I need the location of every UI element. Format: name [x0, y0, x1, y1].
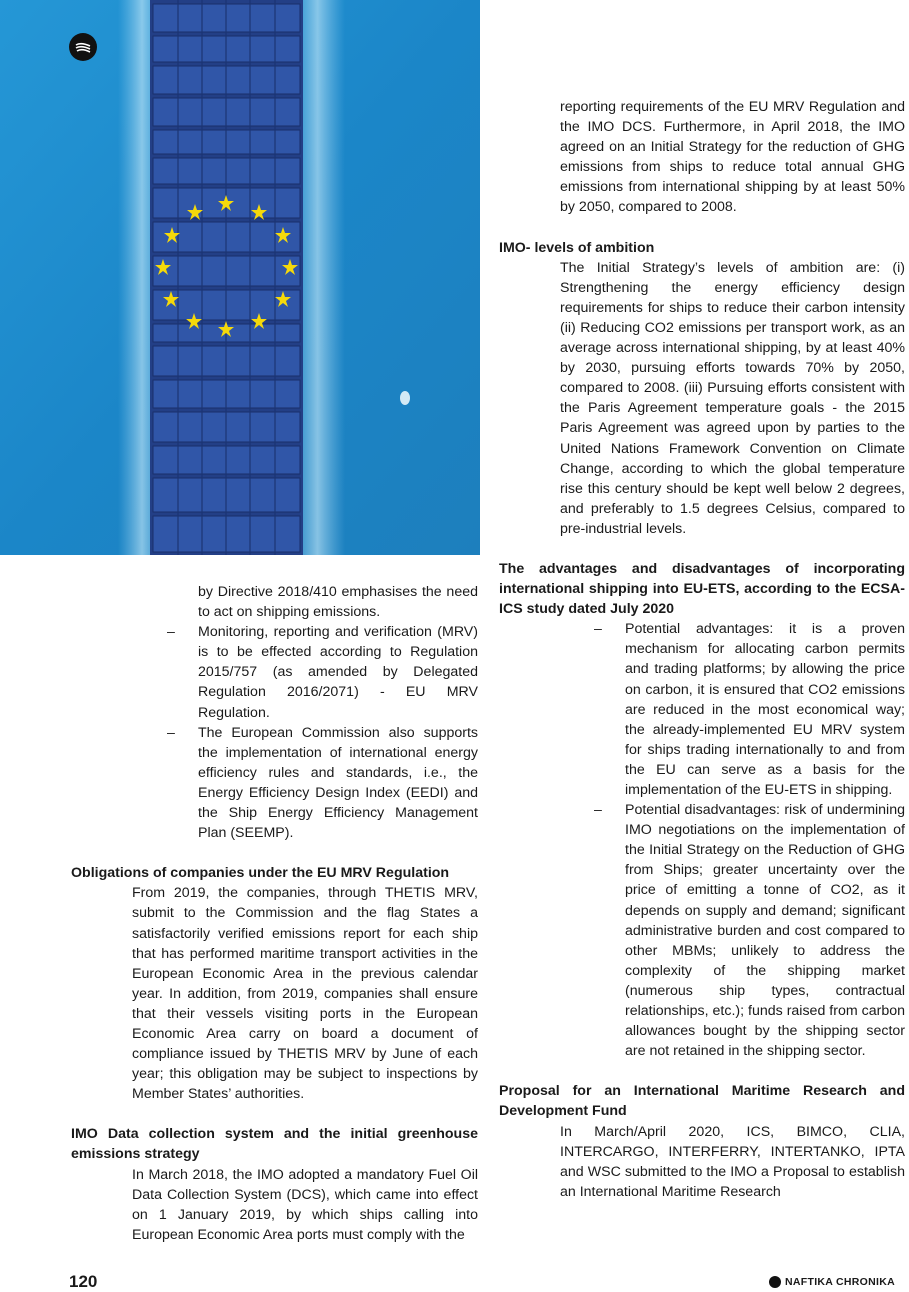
- wave-logo-icon: [69, 33, 97, 61]
- list-item: [594, 619, 905, 800]
- proposal-body: In March/April 2020, ICS, BIMCO, CLIA, INTERCARGO, INTERFERRY, INTERTANKO, IPTA and WSC submitted to the IMO a Proposal to establish an International Maritime Research: [560, 1123, 905, 1200]
- page-number: 120: [69, 1272, 98, 1291]
- right-intro-text: reporting requirements of the EU MRV Regulation and the IMO DCS. Furthermore, in April 2018, the IMO agreed on an Initial Strategy for the reduction of GHG emissions from ships to reduce total annual GHG emissions from international shipping by at least 50% by 2050, compared to 2008.: [560, 99, 905, 216]
- bullet-dash: –: [594, 621, 602, 638]
- right-column: [499, 97, 905, 1202]
- left-column: [71, 582, 478, 1245]
- ambition-body: The Initial Strategy’s levels of ambition are: (i) Strengthening the energy efficiency design requirements for ships to reduce their carbon intensity (ii) Reducing CO2 emissions per transport work, as an average across international shipping, by at least 40% by 2030, pursuing efforts towards 70% by 2050, compared to 2008. (iii) Pursuing efforts consistent with the Paris Agreement temperature goals - the 2015 Paris Agreement was agreed upon by parties to the United Nations Framework Convention on Climate Change, according to which the global temperature rise this century should be kept well below 2 degrees, and preferably to 1.5 degrees Celsius, compared to pre-industrial levels.: [560, 259, 905, 537]
- obligations-body: From 2019, the companies, through THETIS MRV, submit to the Commission and the flag States a satisfactorily verified emissions report for each ship that has performed maritime transport activities in the European Economic Area in the previous calendar year. In addition, from 2019, companies shall ensure that their vessels visiting ports in the European Economic Area carry on board a document of compliance issued by THETIS MRV by June of each year; this obligation may be subject to inspections by Member States’ authorities.: [132, 885, 478, 1103]
- heading-imo-data-collection: IMO Data collection system and the initial greenhouse emissions strategy: [71, 1126, 478, 1163]
- heading-proposal: Proposal for an International Maritime Research and Development Fund: [499, 1083, 905, 1120]
- advantages-list: [499, 619, 905, 1061]
- bullet-dash: –: [167, 624, 175, 641]
- heading-obligations: Obligations of companies under the EU MRV Regulation: [71, 865, 450, 882]
- left-intro-text: by Directive 2018/410 emphasises the need to act on shipping emissions.: [198, 584, 478, 621]
- footer-brand: [769, 1276, 895, 1288]
- list-item: [594, 800, 905, 1061]
- imo-data-body: In March 2018, the IMO adopted a mandatory Fuel Oil Data Collection System (DCS), which came into effect on 1 January 2019, by which ships calling into European Economic Area ports must comply with the: [132, 1166, 478, 1243]
- magazine-logo-badge: [69, 33, 97, 61]
- heading-advantages: The advantages and disadvantages of incorporating international shipping into EU-ETS, according to the ECSA-ICS study dated July 2020: [499, 560, 905, 618]
- bullet-text: Potential advantages: it is a proven mechanism for allocating carbon permits and trading platforms; by allowing the price on carbon, it is ensured that CO2 emissions are reduced in the most economical way; the already-implemented EU MRV system for ships trading internationally to and from the EU can serve as a basis for the implementation of the EU-ETS in shipping.: [625, 621, 905, 798]
- ship-illustration: [0, 0, 480, 555]
- bullet-dash: –: [594, 802, 602, 819]
- bullet-text: The European Commission also supports the implementation of international energy efficiency rules and standards, i.e., the Energy Efficiency Design Index (EEDI) and the Ship Energy Efficiency Management Plan (SEEMP).: [198, 724, 478, 842]
- brand-logo-icon: [769, 1276, 781, 1288]
- bullet-text: Potential disadvantages: risk of undermining IMO negotiations on the implementation of the Initial Strategy on the Reduction of GHG from Ships; greater uncertainty over the price of emitting a tonne of CO2, as it depends on supply and demand; significant administrative burden and cost compared to other MBMs; unlikely to address the complexity of the shipping market (numerous ship types, contractual relationships, etc.); funds raised from carbon allowances bought by the shipping sector are not retained in the shipping sector.: [625, 802, 905, 1060]
- left-bullet-list: [71, 622, 478, 843]
- cover-photo-eu-container-ship: [0, 0, 480, 555]
- brand-name: NAFTIKA CHRONIKA: [785, 1276, 895, 1288]
- bullet-text: Monitoring, reporting and verification (MRV) is to be effected according to Regulation 2015/757 (as amended by Delegated Regulation 2016/2071) - EU MRV Regulation.: [198, 624, 478, 721]
- heading-imo-ambition: IMO- levels of ambition: [499, 239, 655, 256]
- list-item: [167, 622, 478, 722]
- bullet-dash: –: [167, 724, 175, 741]
- list-item: [167, 723, 478, 844]
